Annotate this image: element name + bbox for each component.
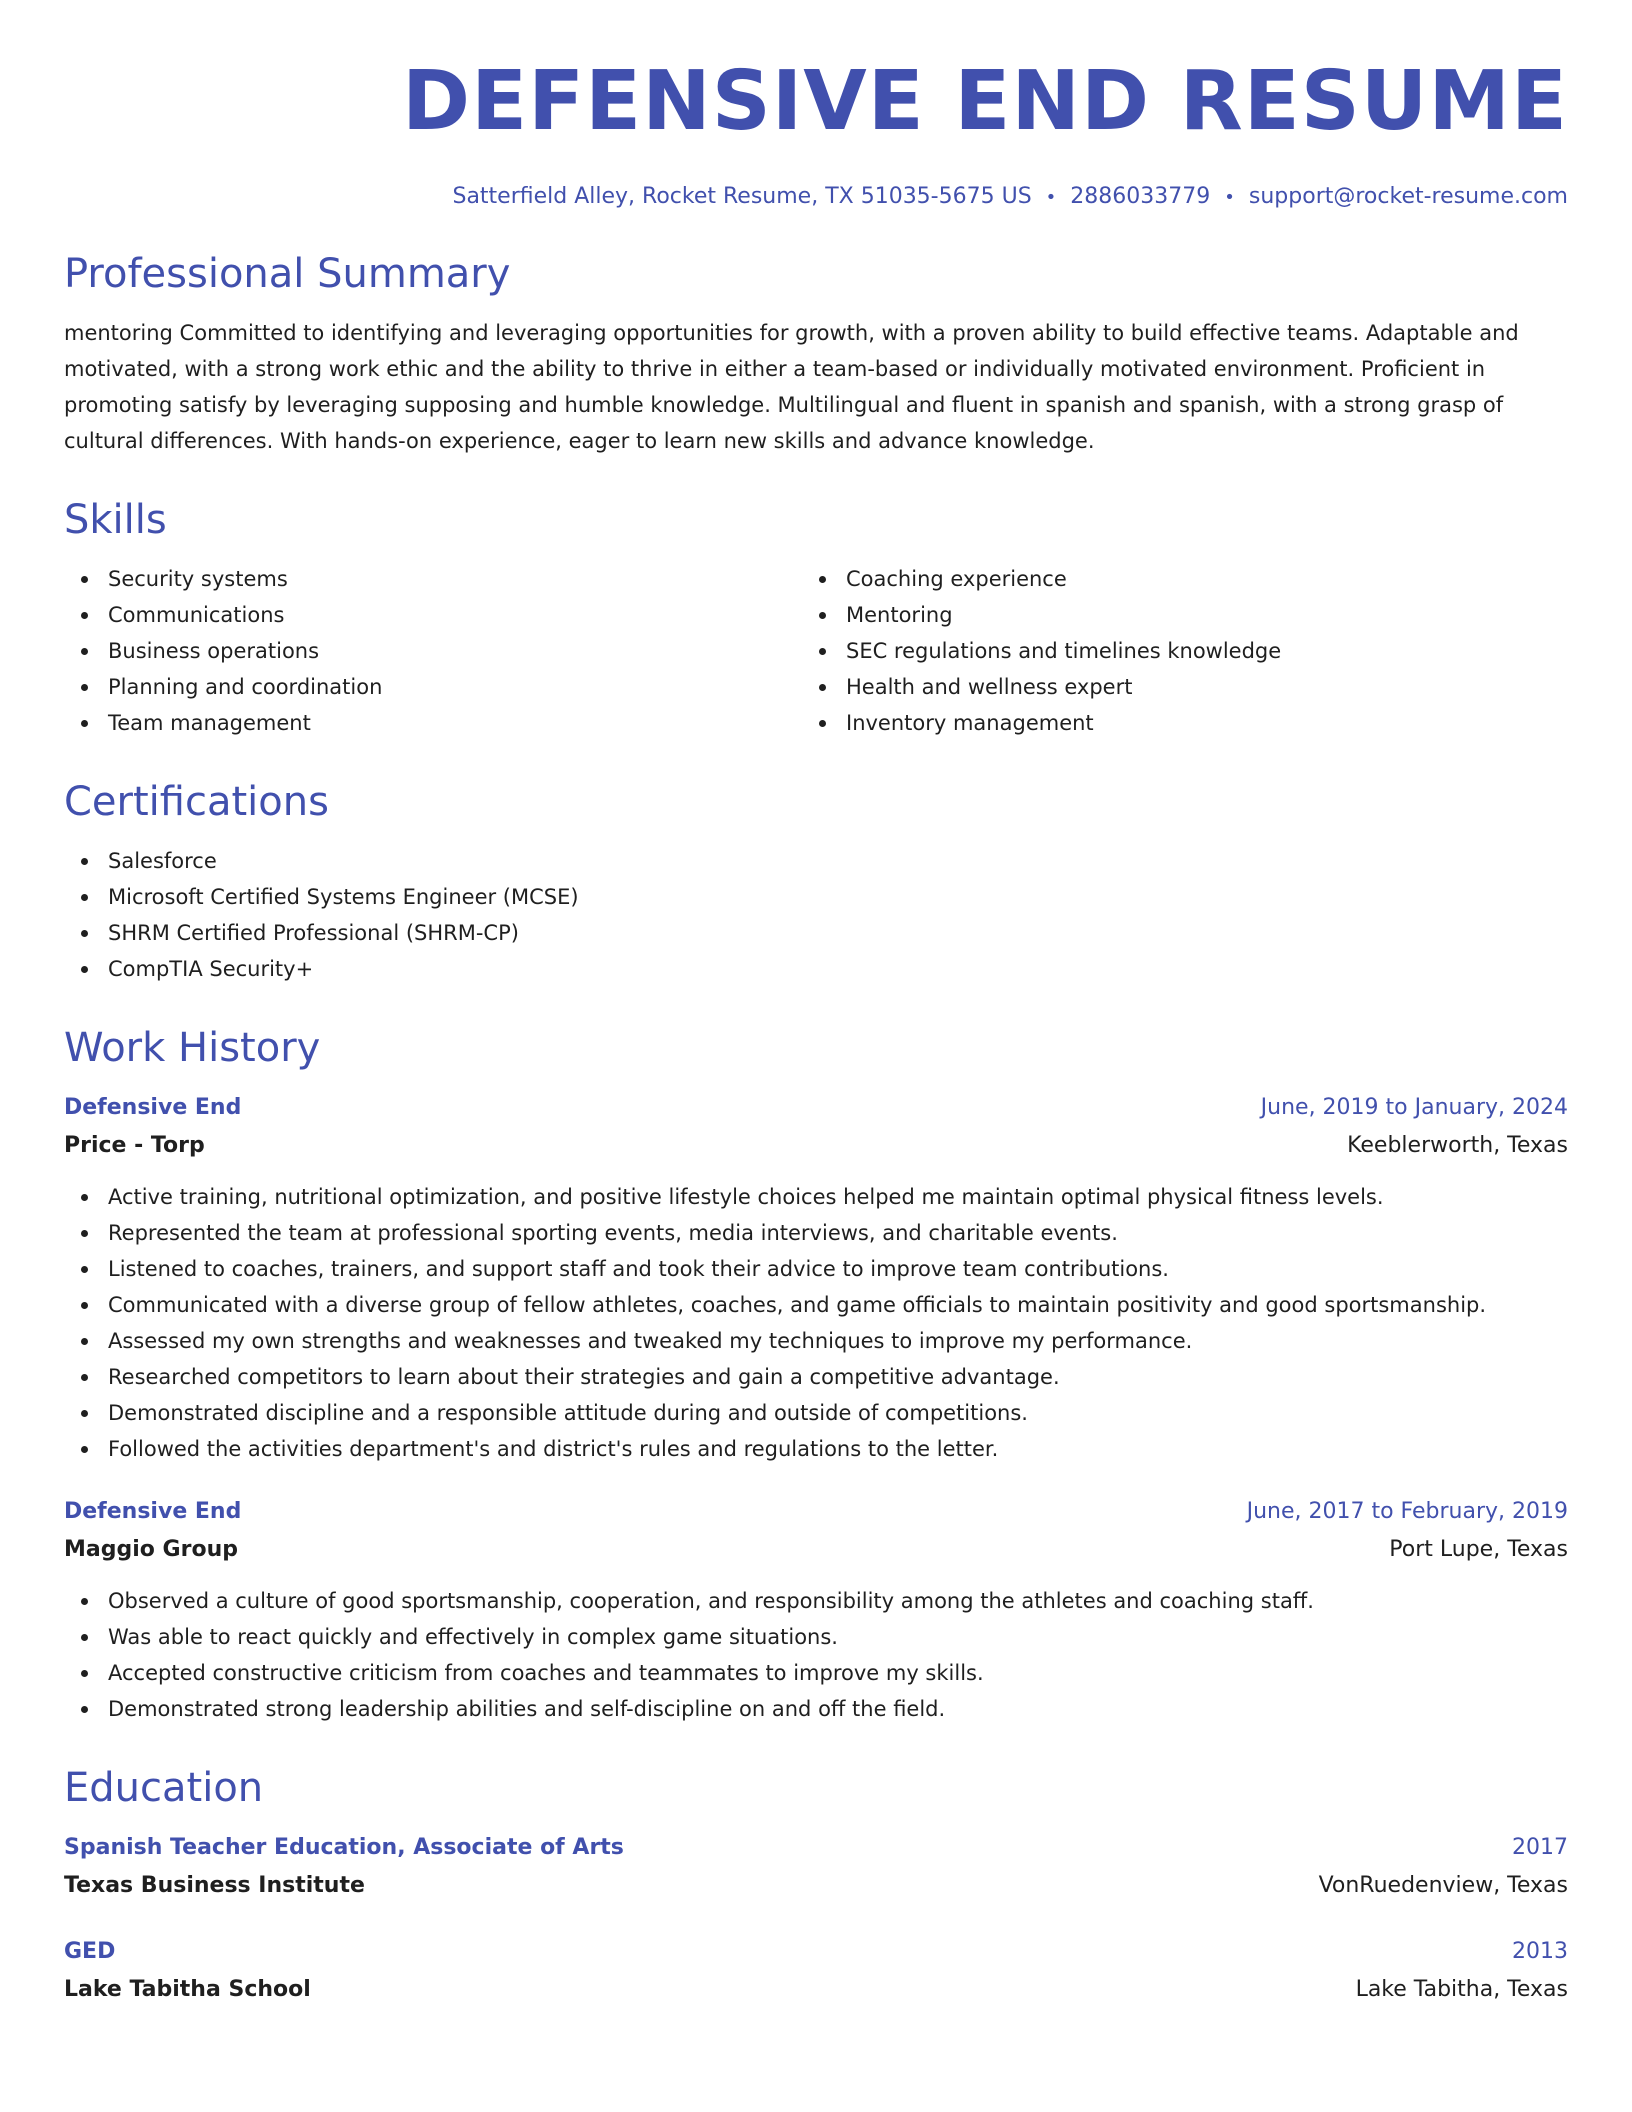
summary-section (64, 249, 1568, 459)
certification-item: CompTIA Security+ (64, 951, 1568, 987)
job-title: Defensive End (64, 1095, 242, 1120)
skill-item: Planning and coordination (64, 669, 802, 705)
education-school: Lake Tabitha School (64, 1977, 311, 2002)
contact-line (64, 182, 1568, 213)
section-title-education: Education (64, 1765, 264, 1811)
job-bullet: Active training, nutritional optimization, and positive lifestyle choices helped me maintain optimal physical fitness levels. (64, 1179, 1568, 1215)
section-title-skills: Skills (64, 497, 167, 543)
skill-item: Health and wellness expert (802, 669, 1502, 705)
certifications-section (64, 777, 1568, 987)
education-year: 2013 (1512, 1939, 1568, 1964)
job-entry (64, 1493, 1568, 1727)
education-degree-row (64, 1829, 1568, 1867)
education-entry (64, 1829, 1568, 1905)
job-company: Price - Torp (64, 1133, 205, 1158)
job-company: Maggio Group (64, 1537, 238, 1562)
job-bullet: Accepted constructive criticism from coaches and teammates to improve my skills. (64, 1655, 1568, 1691)
work-history-section (64, 1023, 1568, 1727)
job-bullet: Was able to react quickly and effectively in complex game situations. (64, 1619, 1568, 1655)
job-bullet: Demonstrated strong leadership abilities and self-discipline on and off the field. (64, 1691, 1568, 1727)
section-title-work-history: Work History (64, 1025, 321, 1071)
job-bullet: Listened to coaches, trainers, and support staff and took their advice to improve team contributions. (64, 1251, 1568, 1287)
skill-item: Business operations (64, 633, 802, 669)
job-bullet: Represented the team at professional sporting events, media interviews, and charitable events. (64, 1215, 1568, 1251)
contact-address: Satterfield Alley, Rocket Resume, TX 51035-5675 US (452, 184, 1032, 209)
section-title-summary: Professional Summary (64, 251, 511, 297)
education-school: Texas Business Institute (64, 1873, 365, 1898)
job-company-row (64, 1531, 1568, 1569)
education-location: Lake Tabitha, Texas (1355, 1977, 1568, 2002)
resume-header (64, 52, 1568, 213)
skills-section (64, 495, 1568, 741)
job-dates: June, 2019 to January, 2024 (1260, 1095, 1568, 1120)
job-title-row (64, 1493, 1568, 1531)
resume-title: DEFENSIVE END RESUME (402, 54, 1568, 149)
job-location: Keeblerworth, Texas (1347, 1133, 1568, 1158)
job-bullet: Demonstrated discipline and a responsible attitude during and outside of competitions. (64, 1395, 1568, 1431)
job-location: Port Lupe, Texas (1389, 1537, 1568, 1562)
job-bullet: Observed a culture of good sportsmanship, cooperation, and responsibility among the athletes and coaching staff. (64, 1583, 1568, 1619)
job-bullet: Assessed my own strengths and weaknesses and tweaked my techniques to improve my performance. (64, 1323, 1568, 1359)
skill-item: Security systems (64, 561, 802, 597)
job-title: Defensive End (64, 1499, 242, 1524)
education-year: 2017 (1512, 1835, 1568, 1860)
skills-list-left (64, 561, 802, 741)
skills-grid (64, 561, 1568, 741)
job-bullet: Communicated with a diverse group of fellow athletes, coaches, and game officials to maintain positivity and good sportsmanship. (64, 1287, 1568, 1323)
job-title-row (64, 1089, 1568, 1127)
job-bullets (64, 1179, 1568, 1467)
job-entry (64, 1089, 1568, 1467)
skill-item: Team management (64, 705, 802, 741)
skill-item: Inventory management (802, 705, 1502, 741)
certifications-list (64, 843, 1568, 987)
skills-list-right (802, 561, 1502, 741)
job-company-row (64, 1127, 1568, 1165)
education-section (64, 1763, 1568, 2009)
job-bullets (64, 1583, 1568, 1727)
skill-item: SEC regulations and timelines knowledge (802, 633, 1502, 669)
education-school-row (64, 1867, 1568, 1905)
certification-item: Salesforce (64, 843, 1568, 879)
summary-text: mentoring Committed to identifying and leveraging opportunities for growth, with a proven ability to build effective teams. Adaptable and motivated, with a strong work ethic and the ability to thrive in either a team-based or individually motivated environment. Proficient in promoting satisfy by leveraging supposing and humble knowledge. Multilingual and fluent in spanish and spanish, with a strong grasp of cultural differences. With hands-on experience, eager to learn new skills and advance knowledge. (64, 321, 1519, 453)
job-bullet: Researched competitors to learn about their strategies and gain a competitive advantage. (64, 1359, 1568, 1395)
contact-separator: • (1224, 187, 1235, 208)
education-entry (64, 1933, 1568, 2009)
skill-item: Mentoring (802, 597, 1502, 633)
skill-item: Coaching experience (802, 561, 1502, 597)
certification-item: SHRM Certified Professional (SHRM-CP) (64, 915, 1568, 951)
skill-item: Communications (64, 597, 802, 633)
education-school-row (64, 1971, 1568, 2009)
contact-email[interactable]: support@rocket-resume.com (1248, 184, 1568, 209)
contact-phone: 2886033779 (1070, 184, 1211, 209)
education-degree: Spanish Teacher Education, Associate of Arts (64, 1835, 624, 1860)
job-bullet: Followed the activities department's and district's rules and regulations to the letter. (64, 1431, 1568, 1467)
job-dates: June, 2017 to February, 2019 (1246, 1499, 1568, 1524)
education-degree: GED (64, 1939, 116, 1964)
contact-separator: • (1045, 187, 1057, 208)
education-location: VonRuedenview, Texas (1318, 1873, 1568, 1898)
section-title-certifications: Certifications (64, 779, 329, 825)
education-degree-row (64, 1933, 1568, 1971)
certification-item: Microsoft Certified Systems Engineer (MCSE) (64, 879, 1568, 915)
